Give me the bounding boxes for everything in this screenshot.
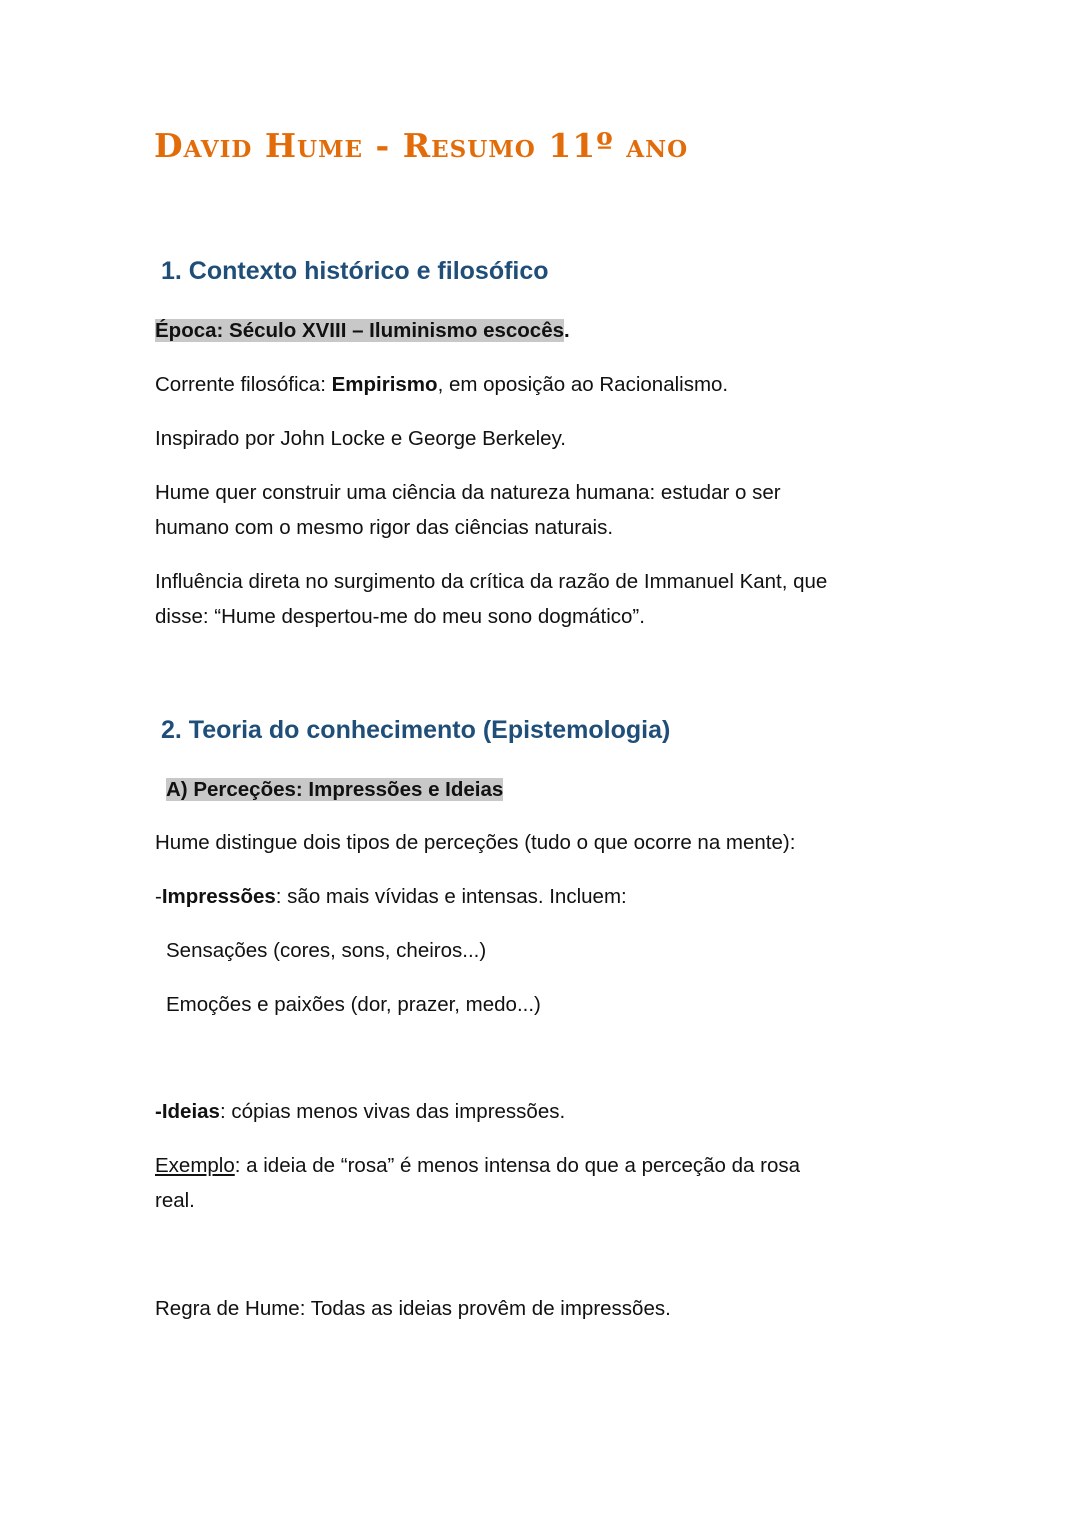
impressions-item-emotions: Emoções e paixões (dor, prazer, medo...): [166, 993, 541, 1016]
section-heading-context: 1. Contexto histórico e filosófico: [161, 257, 549, 285]
philosophical-current: [155, 367, 935, 402]
example-line-1: [155, 1148, 935, 1183]
document-title: David Hume - Resumo 11º ano: [154, 126, 689, 165]
influence-line-2: disse: “Hume despertou-me do meu sono dogmático”.: [155, 605, 645, 628]
science-line-2: humano com o mesmo rigor das ciências naturais.: [155, 516, 614, 539]
ideas-line: [155, 1094, 935, 1129]
impressions-rest: : são mais vívidas e intensas. Incluem:: [275, 885, 627, 908]
example-text: : a ideia de “rosa” é menos intensa do que a perceção da rosa: [234, 1154, 801, 1177]
ideas-rest: : cópias menos vivas das impressões.: [219, 1100, 566, 1123]
impressions-item-sensations: Sensações (cores, sons, cheiros...): [166, 939, 487, 962]
impressions-line: [155, 879, 935, 914]
perceptions-highlight: A) Perceções: Impressões e Ideias: [166, 778, 504, 801]
hume-rule: Regra de Hume: Todas as ideias provêm de impressões.: [155, 1297, 671, 1320]
impressions-dash: -: [155, 885, 162, 908]
perceptions-intro: Hume distingue dois tipos de perceções (tudo o que ocorre na mente):: [155, 831, 796, 854]
example-line-2: real.: [155, 1189, 195, 1212]
influence-paragraph: [155, 564, 935, 634]
epoch-period: .: [564, 319, 570, 342]
epoch-line: [155, 313, 935, 348]
inspired-line: Inspirado por John Locke e George Berkeley.: [155, 427, 567, 450]
ideas-bold: -Ideias: [155, 1100, 220, 1123]
example-paragraph: [155, 1148, 935, 1218]
influence-line-1: Influência direta no surgimento da crítica da razão de Immanuel Kant, que: [155, 570, 828, 593]
epoch-highlight: Época: Século XVIII – Iluminismo escocês: [155, 319, 565, 342]
empiricism-bold: Empirismo: [331, 373, 438, 396]
subheading-perceptions: [166, 772, 946, 807]
science-paragraph: [155, 475, 935, 545]
current-prefix: Corrente filosófica:: [155, 373, 332, 396]
section-heading-epistemology: 2. Teoria do conhecimento (Epistemologia): [161, 716, 671, 744]
science-line-1: Hume quer construir uma ciência da natureza humana: estudar o ser: [155, 481, 781, 504]
example-label: Exemplo: [155, 1154, 235, 1177]
current-suffix: , em oposição ao Racionalismo.: [437, 373, 729, 396]
impressions-bold: Impressões: [161, 885, 276, 908]
